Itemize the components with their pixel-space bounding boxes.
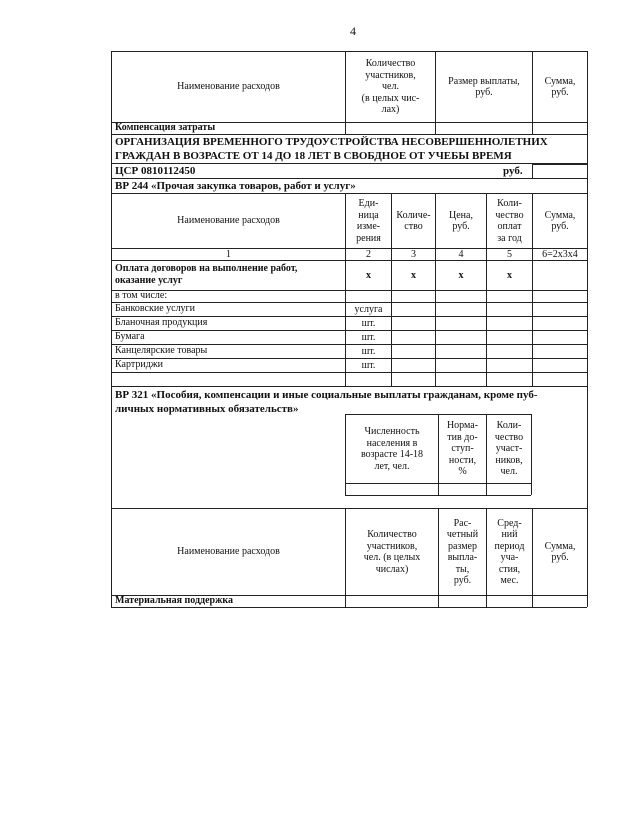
column-header-name: Наименование расходов	[177, 81, 280, 93]
column-header-participants: Количество участников, чел. (в целых числах)	[363, 529, 421, 575]
vr321-heading-line2: личных нормативных обязательств»	[115, 403, 299, 415]
column-number: 6=2х3х4	[542, 248, 578, 260]
row-item-name: Бланочная продукция	[115, 317, 208, 328]
currency-label: руб.	[503, 165, 523, 177]
row-item-unit: услуга	[354, 303, 383, 315]
row-item-unit: шт.	[361, 345, 376, 357]
row-contract-payment: Оплата договоров на выполнение работ, оказание услуг	[115, 263, 298, 286]
column-header-quantity: Количе- ство	[396, 209, 431, 232]
column-header-participants: Коли- чество участ- ников, чел.	[494, 420, 524, 478]
column-header-population: Численность населения в возрасте 14-18 лет, чел.	[360, 426, 424, 472]
column-header-average-period: Сред- ний период уча- стия, мес.	[494, 517, 525, 586]
column-number: 2	[366, 248, 371, 260]
column-header-name: Наименование расходов	[177, 546, 280, 558]
not-applicable-mark: х	[458, 269, 464, 281]
column-number: 5	[507, 248, 512, 260]
column-number: 4	[458, 248, 464, 260]
column-header-sum: Сумма, руб.	[544, 209, 576, 232]
column-header-price: Цена, руб.	[449, 209, 473, 232]
row-item-name: Канцелярские товары	[115, 345, 208, 356]
row-item-name: Банковские услуги	[115, 303, 196, 314]
row-item-unit: шт.	[361, 331, 376, 343]
row-including: в том числе:	[115, 290, 168, 301]
column-header-payments-per-year: Коли- чество оплат за год	[495, 198, 524, 244]
column-header-unit: Еди- ница изме- рения	[356, 198, 381, 244]
column-header-payment-size: Размер выплаты, руб.	[448, 75, 520, 98]
row-material-support: Материальная поддержка	[115, 595, 233, 606]
column-header-sum: Сумма, руб.	[544, 540, 576, 563]
not-applicable-mark: х	[411, 269, 416, 281]
column-header-sum: Сумма, руб.	[544, 75, 576, 98]
column-header-name: Наименование расходов	[177, 215, 280, 227]
csr-code: ЦСР 0810112450	[115, 165, 196, 177]
section-title-line1: ОРГАНИЗАЦИЯ ВРЕМЕННОГО ТРУДОУСТРОЙСТВА НЕСОВЕРШЕННОЛЕТНИХ	[115, 136, 548, 148]
column-number: 1	[226, 248, 231, 260]
row-item-name: Картриджи	[115, 359, 164, 370]
column-header-availability-norm: Норма- тив до- ступ- ности, %	[446, 420, 479, 478]
not-applicable-mark: х	[366, 269, 371, 281]
column-number: 3	[411, 248, 416, 260]
row-item-unit: шт.	[361, 359, 376, 371]
page-number: 4	[350, 24, 356, 38]
row-item-name: Бумага	[115, 331, 145, 342]
vr321-heading-line1: ВР 321 «Пособия, компенсации и иные социальные выплаты гражданам, кроме пуб-	[115, 389, 538, 401]
row-compensation: Компенсация затраты	[115, 122, 216, 133]
not-applicable-mark: х	[507, 269, 512, 281]
column-header-participants: Количество участников, чел. (в целых чис- лах)	[361, 58, 420, 116]
column-header-calculated-size: Рас- четный размер выпла- ты, руб.	[446, 517, 479, 586]
row-item-unit: шт.	[361, 317, 376, 329]
vr244-heading: ВР 244 «Прочая закупка товаров, работ и услуг»	[115, 180, 356, 192]
section-title-line2: ГРАЖДАН В ВОЗРАСТЕ ОТ 14 ДО 18 ЛЕТ В СВОБДНОЕ ОТ УЧЕБЫ ВРЕМЯ	[115, 150, 512, 162]
